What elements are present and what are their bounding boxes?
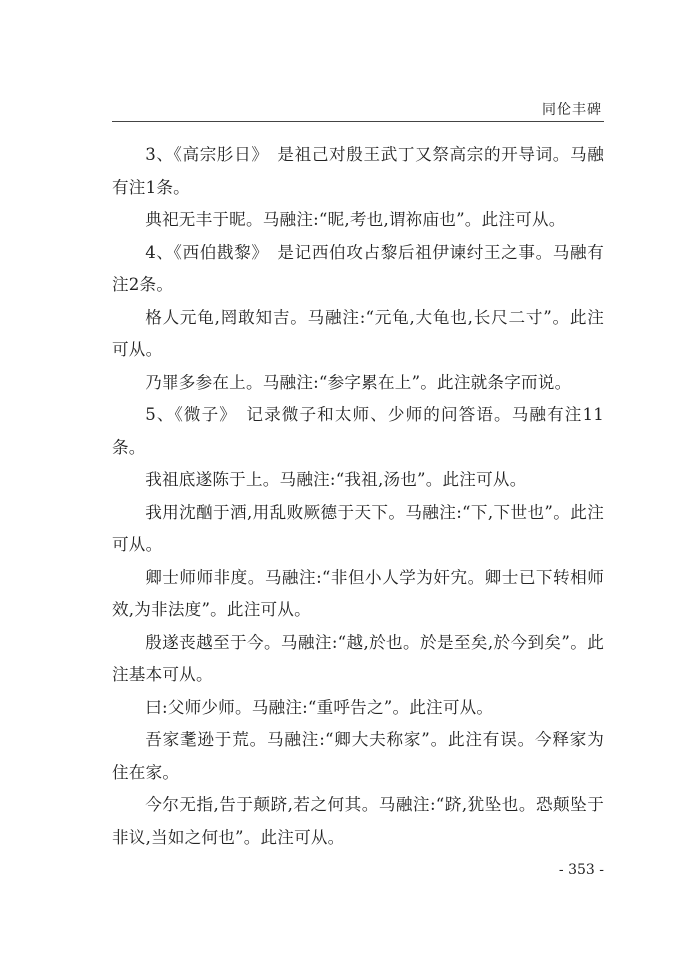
paragraph: 今尔无指,告于颠跻,若之何其。马融注:“跻,犹坠也。恐颠坠于非议,当如之何也”。此注可从。 [112, 795, 604, 847]
paragraph: 格人元龟,罔敢知吉。马融注:“元龟,大龟也,长尺二寸”。此注可从。 [112, 307, 604, 359]
paragraph: 5、《微子》 记录微子和太师、少师的问答语。马融有注11条。 [112, 405, 604, 457]
paragraph: 卿士师师非度。马融注:“非但小人学为奸宄。卿士已下转相师效,为非法度”。此注可从。 [112, 567, 604, 619]
paragraph: 典祀无丰于昵。马融注:“昵,考也,谓祢庙也”。此注可从。 [145, 210, 566, 229]
paragraph: 4、《西伯戡黎》 是记西伯攻占黎后祖伊谏纣王之事。马融有注2条。 [112, 242, 604, 294]
paragraph: 我用沈酗于酒,用乱败厥德于天下。马融注:“下,下世也”。此注可从。 [112, 502, 604, 554]
page-body [112, 139, 604, 854]
paragraph: 吾家耄逊于荒。马融注:“卿大夫称家”。此注有误。今释家为住在家。 [112, 730, 604, 782]
paragraph: 乃罪多参在上。马融注:“参字累在上”。此注就条字而说。 [145, 372, 572, 392]
paragraph: 曰:父师少师。马融注:“重呼告之”。此注可从。 [145, 697, 494, 717]
running-header [112, 97, 604, 122]
running-title: 同伦丰碑 [542, 102, 602, 118]
paragraph: 殷遂丧越至于今。马融注:“越,於也。於是至矣,於今到矣”。此注基本可从。 [112, 632, 604, 684]
page-number: - 353 - [558, 862, 604, 878]
paragraph: 我祖底遂陈于上。马融注:“我祖,汤也”。此注可从。 [145, 470, 527, 489]
paragraph: 3、《高宗肜日》 是祖己对殷王武丁又祭高宗的开导词。马融有注1条。 [112, 145, 604, 197]
